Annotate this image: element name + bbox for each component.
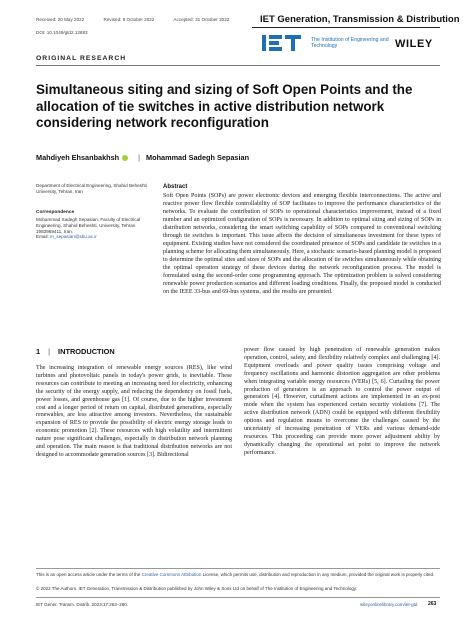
email-label: Email: <box>36 234 49 240</box>
page-number: 263 <box>428 601 437 607</box>
correspondence <box>36 217 152 240</box>
abstract-text: Soft Open Points (SOPs) are power electronic devices and emerging flexible interconnections. The active and reactive power flow flexible controllability of SOP facilitates to improve the performance characteristics of the networks. To evaluate the contribution of SOPs to operational characteristics improvement, instead of a fixed number and an optimized configuration of SOPs is necessary. In addition to optimal siting and sizing of SOPs in distribution networks, considering the smart switching capability of SOPs compared to conventional switching through tie switches is important. This issue affects the decision of simultaneous investment for these types of equipment. Existing studies have not considered the coordinated presence of SOPs and candidate tie switches in a planning scheme for allocating them simultaneously. Here, a stochastic scenario-based planning model is proposed to determine the optimal sites and sizes of SOPs and the allocation of tie switches simultaneously while obtaining the optimal operation strategy of these devices during the network reconfiguration process. The model is formulated using the second-order cone programming approach. The optimization problem is solved considering renewable power production scenarios and different loading conditions. Finally, the proposed model is conducted on the IEEE 33-bus and 69-bus systems, and the results are presented. <box>163 193 441 295</box>
citation: IET Gener. Transm. Distrib. 2023;17:263–280. <box>36 602 128 607</box>
section-title: INTRODUCTION <box>58 347 115 356</box>
section-heading <box>36 347 115 356</box>
wiley-logo: WILEY <box>395 38 433 50</box>
license-text: License, which permits use, distribution and reproduction in any medium, provided the original work is properly cited. <box>202 572 435 577</box>
section-separator: | <box>48 347 51 356</box>
doi[interactable]: DOI: 10.1049/gtd2.12683 <box>36 30 88 35</box>
journal-rule <box>252 27 440 28</box>
affiliation: Department of Electrical Engineering, Shahid Beheshti University, Tehran, Iran <box>36 183 147 194</box>
history-dates <box>36 17 247 22</box>
author-separator: | <box>138 153 141 162</box>
correspondence-heading: Correspondence <box>36 210 75 215</box>
abstract-heading: Abstract <box>163 184 188 190</box>
body-column-left <box>36 365 232 460</box>
license-text: This is an open access article under the terms of the <box>36 572 141 577</box>
author-name[interactable]: Mohammad Sadegh Sepasian <box>146 153 250 162</box>
section-number: 1 <box>36 347 41 356</box>
license-notice <box>36 572 440 578</box>
orcid-icon[interactable] <box>122 155 128 161</box>
journal-site-link[interactable]: wileyonlinelibrary.com/iet-gtd <box>360 602 418 607</box>
article-type: ORIGINAL RESEARCH <box>36 55 127 62</box>
author-list <box>36 153 249 162</box>
iet-logo-icon <box>262 34 308 52</box>
author-name[interactable]: Mahdiyeh Ehsanbakhsh <box>36 153 120 162</box>
journal-name[interactable]: IET Generation, Transmission & Distribution <box>260 14 460 25</box>
correspondence-text: Mohammad Sadegh Sepasian, Faculty of Electrical Engineering, Shahid Beheshti, University, Tehran 1983969411, Iran. <box>36 217 141 234</box>
iet-tagline: The Institution of Engineering and Technology <box>311 37 389 49</box>
copyright: © 2022 The Authors. IET Generation, Transmission & Distribution published by John Wiley & Sons Ltd on behalf of The Institution of Engineering and Technology. <box>36 586 358 591</box>
revised-date: Revised: 8 October 2022 <box>103 17 155 22</box>
body-paragraph: The increasing integration of renewable energy sources (RES), like wind turbines and photovoltaic panels in today's power grids, is inevitable. These resources can contribute to meeting an increasing need for electricity, enhancing the security of the energy supply, and reducing the dependency on fossil fuels, power losses, and greenhouse gas [1]. Of course, due to the higher investment cost and a longer period of return on capital, distributed generations, especially renewables, are less attractive among investors. Nevertheless, the sustainable expansion of RES to provide the possibility of electric energy storage leads to economic promotion [2]. These resources with high volatility and intermittent nature pose significant challenges, especially in distribution network planning and operation. The main reason is that traditional distribution networks are not designed to accommodate generation sources [3]. Bidirectional <box>36 365 232 458</box>
footer-divider <box>36 597 440 598</box>
email-link[interactable]: m_sepasian@sbu.ac.ir <box>50 234 97 240</box>
article-title: Simultaneous siting and sizing of Soft Open Points and the allocation of tie switches in active distribution network considering network reconfiguration <box>36 82 413 130</box>
accepted-date: Accepted: 31 October 2022 <box>173 17 230 22</box>
divider <box>36 65 440 66</box>
received-date: Received: 20 May 2022 <box>36 17 85 22</box>
body-column-right <box>244 347 440 458</box>
license-link[interactable]: Creative Commons Attribution <box>141 572 202 577</box>
footer-divider <box>36 568 440 569</box>
body-paragraph: power flow caused by high penetration of renewable generation makes operation, control, safety, and flexibility relatively complex and challenging [4]. Equipment overloads and power quality issues comprising voltage and frequency oscillations and harmonic distortion aggregation are other problems when integrating variable energy resources (VERs) [5, 6]. Curtailing the power production of generators is an approach to control the power output of generators [4]. However, curtailment actions are implemented in an ex-post mode when the system has experienced certain security violations [7]. The active distribution network (ADN) could be equipped with different flexibility options and regulation means to overcome the challenges caused by the uncertainty of increasing penetration of VERs and various demand-side resources. This proceeding can provide more power adjustment ability by dynamically changing the operational set point to improve the network performance. <box>244 347 440 456</box>
